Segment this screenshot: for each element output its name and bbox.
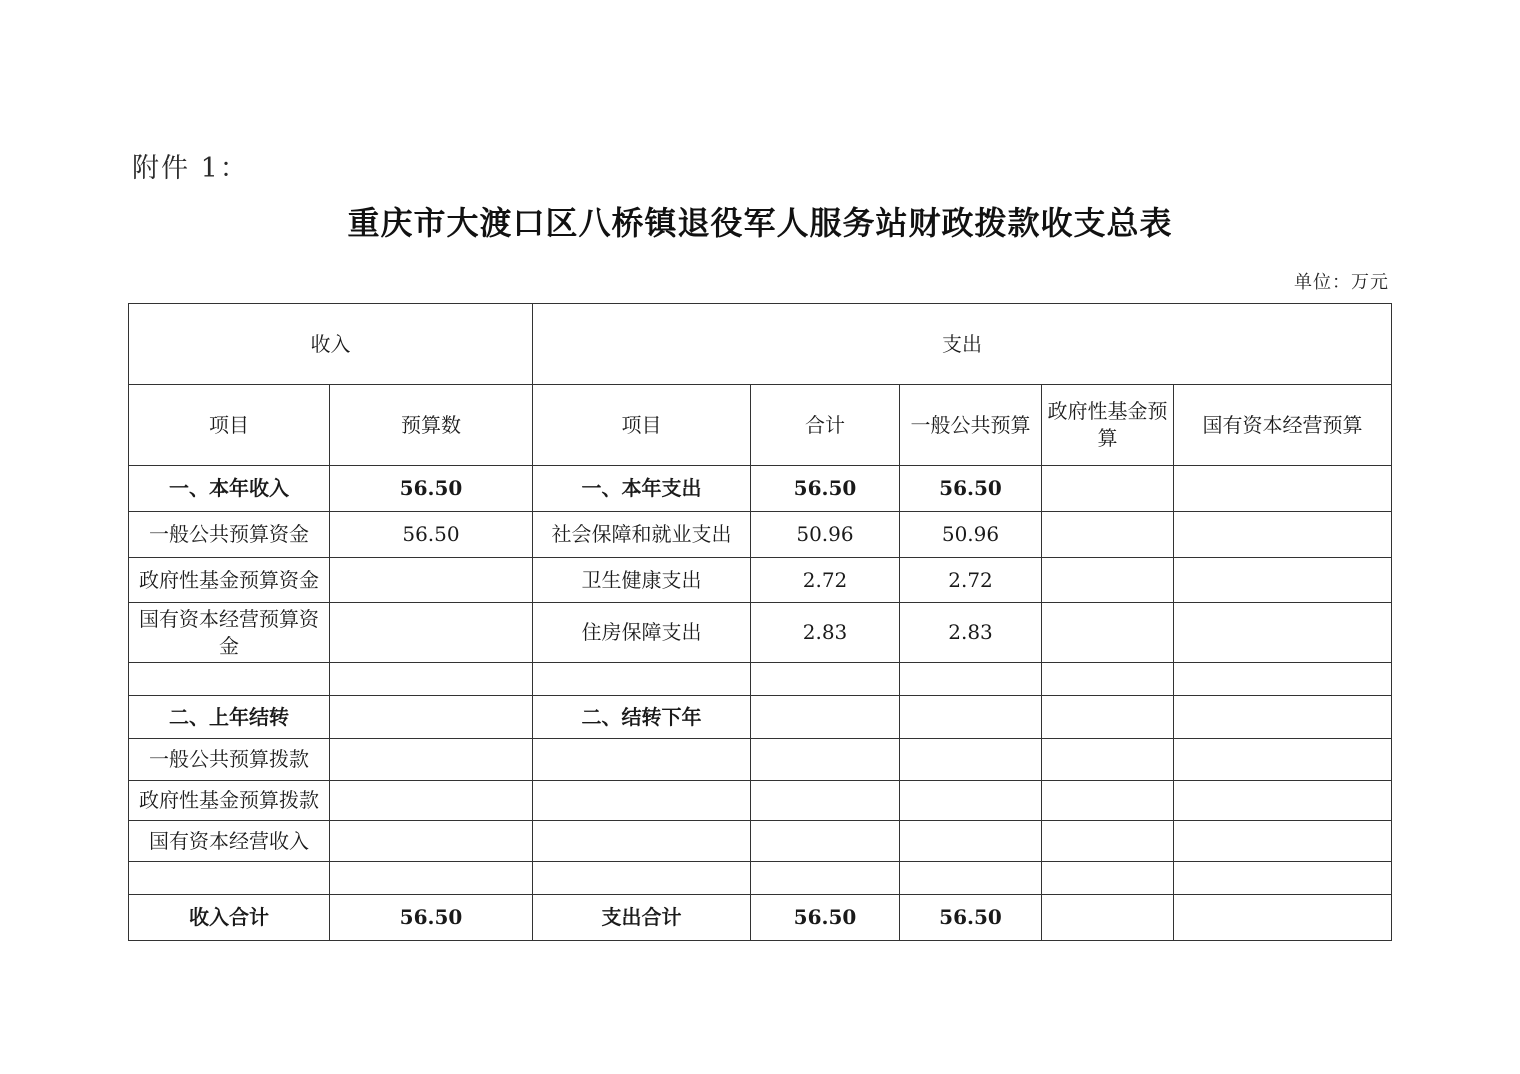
gov-fund-cell [1042, 781, 1174, 821]
total-cell: 56.50 [751, 466, 900, 512]
expense-item-cell [533, 862, 751, 895]
state-capital-cell [1174, 603, 1392, 663]
expense-group-header: 支出 [533, 304, 1392, 385]
table-row [129, 862, 1392, 895]
expense-item-cell: 二、结转下年 [533, 696, 751, 739]
income-budget-cell: 56.50 [330, 512, 533, 558]
total-cell: 2.83 [751, 603, 900, 663]
income-item-cell: 政府性基金预算资金 [129, 558, 330, 603]
income-budget-cell: 56.50 [330, 466, 533, 512]
gov-fund-cell [1042, 512, 1174, 558]
total-cell [751, 821, 900, 862]
table-row [129, 781, 1392, 821]
state-capital-cell [1174, 466, 1392, 512]
income-item-cell: 二、上年结转 [129, 696, 330, 739]
total-cell [751, 739, 900, 781]
general-public-cell [900, 821, 1042, 862]
group-header-row [129, 304, 1392, 385]
general-public-cell: 2.72 [900, 558, 1042, 603]
gov-fund-cell [1042, 895, 1174, 941]
general-public-cell [900, 739, 1042, 781]
col-header-total: 合计 [751, 385, 900, 466]
gov-fund-cell [1042, 696, 1174, 739]
state-capital-cell [1174, 862, 1392, 895]
general-public-cell [900, 862, 1042, 895]
gov-fund-cell [1042, 663, 1174, 696]
general-public-cell [900, 663, 1042, 696]
gov-fund-cell [1042, 603, 1174, 663]
col-header-gov-fund: 政府性基金预算 [1042, 385, 1174, 466]
expense-item-cell [533, 739, 751, 781]
income-item-cell: 一般公共预算资金 [129, 512, 330, 558]
income-item-cell: 国有资本经营收入 [129, 821, 330, 862]
income-budget-cell [330, 663, 533, 696]
income-budget-cell [330, 781, 533, 821]
state-capital-cell [1174, 895, 1392, 941]
total-cell [751, 862, 900, 895]
unit-label: 单位：万元 [1294, 272, 1389, 293]
gov-fund-cell [1042, 466, 1174, 512]
general-public-cell: 56.50 [900, 466, 1042, 512]
table-row [129, 821, 1392, 862]
income-budget-cell [330, 603, 533, 663]
general-public-cell: 2.83 [900, 603, 1042, 663]
income-budget-cell: 56.50 [330, 895, 533, 941]
table-row [129, 512, 1392, 558]
state-capital-cell [1174, 696, 1392, 739]
table-row [129, 603, 1392, 663]
table-row [129, 663, 1392, 696]
finance-summary-table [128, 303, 1392, 941]
expense-item-cell: 卫生健康支出 [533, 558, 751, 603]
expense-item-cell [533, 781, 751, 821]
income-budget-cell [330, 696, 533, 739]
column-header-row [129, 385, 1392, 466]
gov-fund-cell [1042, 821, 1174, 862]
total-cell: 56.50 [751, 895, 900, 941]
col-header-income-budget: 预算数 [330, 385, 533, 466]
general-public-cell: 56.50 [900, 895, 1042, 941]
income-budget-cell [330, 821, 533, 862]
col-header-income-item: 项目 [129, 385, 330, 466]
expense-item-cell [533, 821, 751, 862]
income-item-cell [129, 862, 330, 895]
gov-fund-cell [1042, 739, 1174, 781]
total-row [129, 895, 1392, 941]
total-cell [751, 663, 900, 696]
col-header-expense-item: 项目 [533, 385, 751, 466]
income-item-cell: 一般公共预算拨款 [129, 739, 330, 781]
income-item-cell: 政府性基金预算拨款 [129, 781, 330, 821]
general-public-cell: 50.96 [900, 512, 1042, 558]
general-public-cell [900, 781, 1042, 821]
total-cell: 2.72 [751, 558, 900, 603]
income-budget-cell [330, 862, 533, 895]
expense-item-cell: 住房保障支出 [533, 603, 751, 663]
table-row [129, 466, 1392, 512]
income-item-cell [129, 663, 330, 696]
document-title: 重庆市大渡口区八桥镇退役军人服务站财政拨款收支总表 [347, 204, 1173, 242]
income-budget-cell [330, 558, 533, 603]
total-cell [751, 781, 900, 821]
income-item-cell: 国有资本经营预算资金 [129, 603, 330, 663]
general-public-cell [900, 696, 1042, 739]
state-capital-cell [1174, 558, 1392, 603]
expense-item-cell: 社会保障和就业支出 [533, 512, 751, 558]
expense-item-cell: 一、本年支出 [533, 466, 751, 512]
state-capital-cell [1174, 739, 1392, 781]
col-header-state-capital: 国有资本经营预算 [1174, 385, 1392, 466]
gov-fund-cell [1042, 862, 1174, 895]
total-cell [751, 696, 900, 739]
expense-item-cell: 支出合计 [533, 895, 751, 941]
table-row [129, 696, 1392, 739]
table-row [129, 558, 1392, 603]
gov-fund-cell [1042, 558, 1174, 603]
income-budget-cell [330, 739, 533, 781]
state-capital-cell [1174, 512, 1392, 558]
state-capital-cell [1174, 781, 1392, 821]
table-row [129, 739, 1392, 781]
income-item-cell: 一、本年收入 [129, 466, 330, 512]
state-capital-cell [1174, 663, 1392, 696]
income-item-cell: 收入合计 [129, 895, 330, 941]
expense-item-cell [533, 663, 751, 696]
income-group-header: 收入 [129, 304, 533, 385]
total-cell: 50.96 [751, 512, 900, 558]
col-header-general-public: 一般公共预算 [900, 385, 1042, 466]
attachment-label: 附件 1： [132, 153, 249, 184]
state-capital-cell [1174, 821, 1392, 862]
